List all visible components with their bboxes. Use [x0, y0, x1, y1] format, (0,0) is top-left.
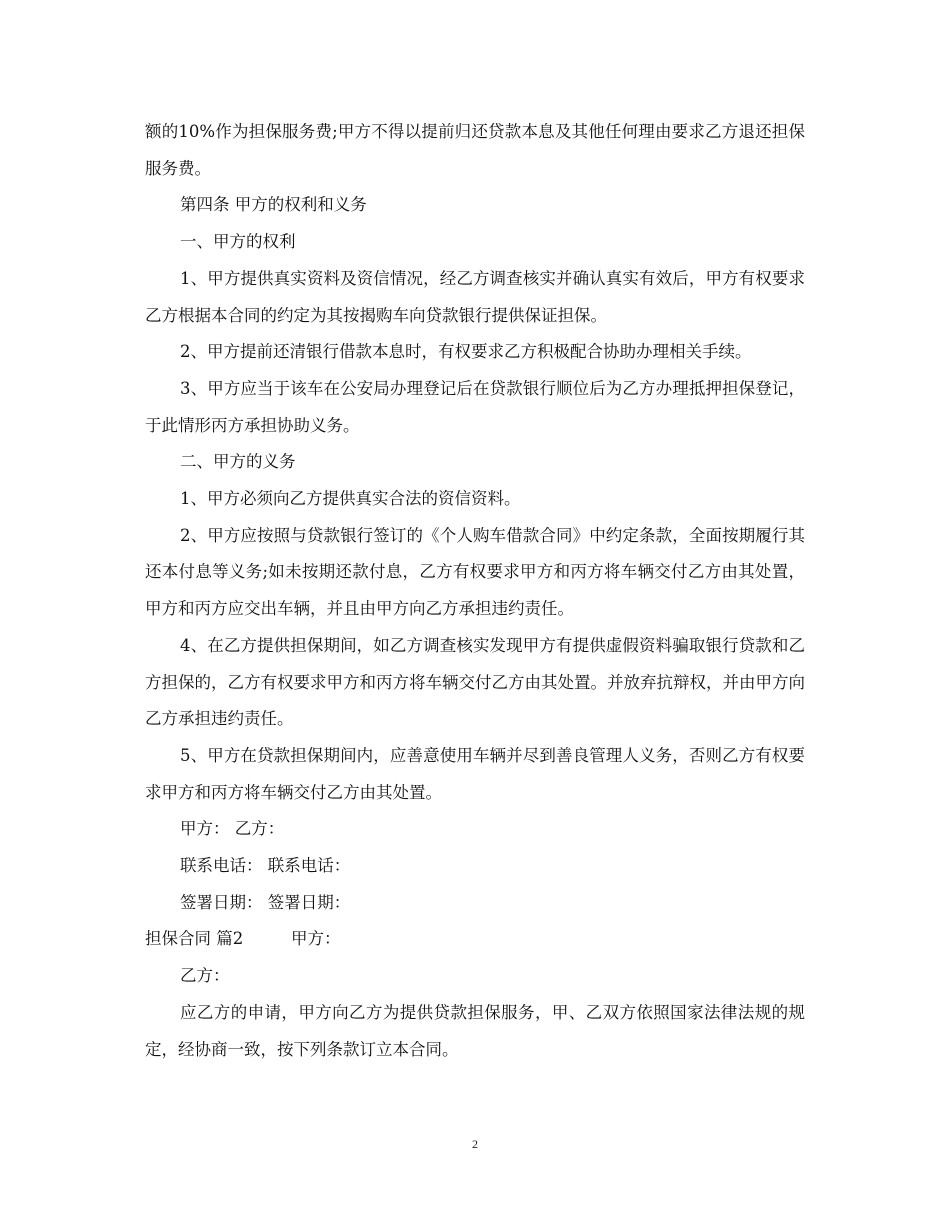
signature-date: 签署日期： 签署日期：: [180, 892, 351, 912]
paragraph-fee-continuation: 额的10%作为担保服务费;甲方不得以提前归还贷款本息及其他任何理由要求乙方退还担保服务费。: [145, 122, 805, 178]
signature-parties: 甲方： 乙方：: [180, 819, 285, 839]
section-rights-heading: 一、甲方的权利: [180, 232, 296, 252]
obligations-item-2: 2、甲方应按照与贷款银行签订的《个人购车借款合同》中约定条款，全面按期履行其还本付息等义务;如未按期还款付息，乙方有权要求甲方和丙方将车辆交付乙方由其处置，甲方和丙方应交出车辆，并且由甲方向乙方承担违约责任。: [145, 525, 805, 619]
rights-item-2: 2、甲方提前还清银行借款本息时，有权要求乙方积极配合协助办理相关手续。: [180, 342, 752, 362]
obligations-item-4: 4、在乙方提供担保期间，如乙方调查核实发现甲方有提供虚假资料骗取银行贷款和乙方担保的，乙方有权要求甲方和丙方将车辆交付乙方由其处置。并放弃抗辩权，并由甲方向乙方承担违约责任。: [145, 635, 805, 729]
section2-party-b: 乙方：: [180, 966, 230, 986]
signature-phone: 联系电话： 联系电话：: [180, 856, 351, 876]
document-body: [145, 114, 805, 1068]
article-four-heading: 第四条 甲方的权利和义务: [180, 195, 367, 215]
section2-title: 担保合同 篇2: [145, 929, 244, 949]
section2-title-line: [145, 921, 805, 958]
obligations-item-1: 1、甲方必须向乙方提供真实合法的资信资料。: [180, 489, 521, 509]
rights-item-3: 3、甲方应当于该车在公安局办理登记后在贷款银行顺位后为乙方办理抵押担保登记，于此情形丙方承担协助义务。: [145, 378, 805, 435]
section2-party-a: 甲方：: [291, 929, 341, 949]
section2-intro: 应乙方的申请，甲方向乙方为提供贷款担保服务，甲、乙双方依照国家法律法规的规定，经协商一致，按下列条款订立本合同。: [145, 1002, 805, 1059]
page-number: 2: [472, 1137, 478, 1151]
section-obligations-heading: 二、甲方的义务: [180, 452, 296, 472]
obligations-item-5: 5、甲方在贷款担保期间内，应善意使用车辆并尽到善良管理人义务，否则乙方有权要求甲方和丙方将车辆交付乙方由其处置。: [145, 745, 805, 802]
rights-item-1: 1、甲方提供真实资料及资信情况，经乙方调查核实并确认真实有效后，甲方有权要求乙方根据本合同的约定为其按揭购车向贷款银行提供保证担保。: [145, 268, 805, 325]
